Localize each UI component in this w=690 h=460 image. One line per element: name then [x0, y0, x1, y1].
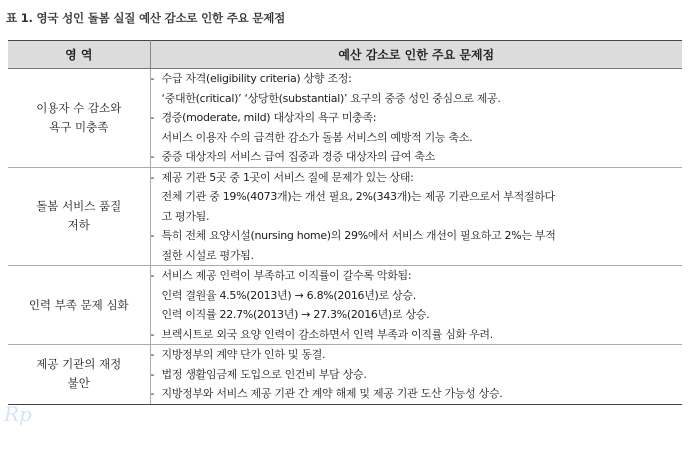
- problem-line: 서비스 제공 인력이 부족하고 이직률이 갈수록 악화됨:: [161, 269, 412, 282]
- area-label-line: 인력 부족 문제 심화: [28, 297, 129, 312]
- problem-item: [151, 345, 683, 365]
- area-label-line: 이용자 수 감소와: [36, 100, 122, 115]
- problem-line: 지방정부의 계약 단가 인하 및 동결.: [161, 348, 326, 361]
- problem-item: [151, 384, 683, 404]
- problem-line: 브렉시트로 외국 요양 인력이 감소하면서 인력 부족과 이직률 심화 우려.: [161, 327, 493, 341]
- header-area: 영 역: [8, 41, 150, 69]
- problem-item: [151, 108, 683, 147]
- watermark-logo: [2, 395, 50, 431]
- bullet-dash: -: [150, 367, 155, 381]
- table-header-row: [8, 41, 682, 69]
- table-row: [8, 345, 682, 405]
- problem-line: 경증(moderate, mild) 대상자의 욕구 미충족:: [161, 111, 377, 124]
- bullet-dash: -: [150, 229, 155, 242]
- problems-cell: [150, 167, 682, 266]
- problem-line: 수급 자격(eligibility criteria) 상향 조정:: [161, 72, 352, 85]
- bullet-dash: -: [150, 348, 155, 361]
- table-row: [8, 167, 682, 266]
- area-label-line: 불안: [67, 376, 90, 391]
- header-problems: 예산 감소로 인한 주요 문제점: [150, 41, 682, 69]
- problem-line: 중증 대상자의 서비스 급여 집중과 경증 대상자의 급여 축소: [161, 150, 435, 163]
- table-row: [8, 69, 682, 168]
- table-body: [8, 69, 682, 405]
- problem-line: 제공 기관 5곳 중 1곳이 서비스 질에 문제가 있는 상태:: [161, 170, 414, 184]
- table-caption: 표 1. 영국 성인 돌봄 실질 예산 감소로 인한 주요 문제점: [6, 11, 286, 25]
- problems-cell: [150, 266, 682, 345]
- bullet-dash: -: [150, 387, 155, 400]
- problem-item: [151, 365, 683, 385]
- problem-item: [151, 168, 683, 227]
- area-cell: [8, 167, 150, 266]
- problems-cell: [150, 69, 682, 168]
- problem-line: ‘중대한(critical)’ ‘상당한(substantial)’ 요구의 중증 성인 중심으로 제공.: [161, 91, 501, 105]
- bullet-dash: -: [150, 327, 155, 341]
- area-label-line: 돌봄 서비스 품질: [36, 199, 122, 214]
- problem-line: 지방정부와 서비스 제공 기관 간 계약 해제 및 제공 기관 도산 가능성 상승.: [161, 387, 503, 400]
- problem-item: [151, 69, 683, 108]
- area-cell: [8, 69, 150, 168]
- problem-line: 법정 생활임금제 도입으로 인건비 부담 상승.: [161, 367, 367, 381]
- table-row: [8, 266, 682, 345]
- problem-item: [151, 226, 683, 265]
- problem-item: [151, 147, 683, 167]
- bullet-dash: -: [150, 170, 155, 184]
- area-label-line: 저하: [67, 218, 90, 233]
- problem-line: 인력 결원율 4.5%(2013년) → 6.8%(2016년)로 상승.: [161, 288, 416, 302]
- problems-table: [8, 40, 682, 405]
- area-label-line: 욕구 미충족: [49, 119, 109, 134]
- bullet-dash: -: [150, 72, 155, 85]
- problem-line: 전체 기관 중 19%(4073개)는 개선 필요, 2%(343개)는 제공 기관으로서 부적절하다: [161, 190, 555, 203]
- bullet-dash: -: [150, 269, 155, 282]
- problem-item: [151, 325, 683, 345]
- area-cell: [8, 266, 150, 345]
- problem-line: 절한 시설로 평가됨.: [161, 248, 254, 262]
- problem-line: 서비스 이용자 수의 급격한 감소가 돌봄 서비스의 예방적 기능 축소.: [161, 130, 473, 144]
- area-label-line: 제공 기관의 재정: [36, 357, 122, 372]
- problem-line: 고 평가됨.: [161, 209, 210, 223]
- bullet-dash: -: [150, 111, 155, 124]
- problem-item: [151, 266, 683, 325]
- problem-line: 특히 전체 요양시설(nursing home)의 29%에서 서비스 개선이 필요하고 2%는 부적: [161, 229, 556, 242]
- bullet-dash: -: [150, 150, 155, 163]
- problems-cell: [150, 345, 682, 405]
- svg-text:Rp: Rp: [4, 402, 32, 426]
- problem-line: 인력 이직률 22.7%(2013년) → 27.3%(2016년)로 상승.: [161, 308, 430, 321]
